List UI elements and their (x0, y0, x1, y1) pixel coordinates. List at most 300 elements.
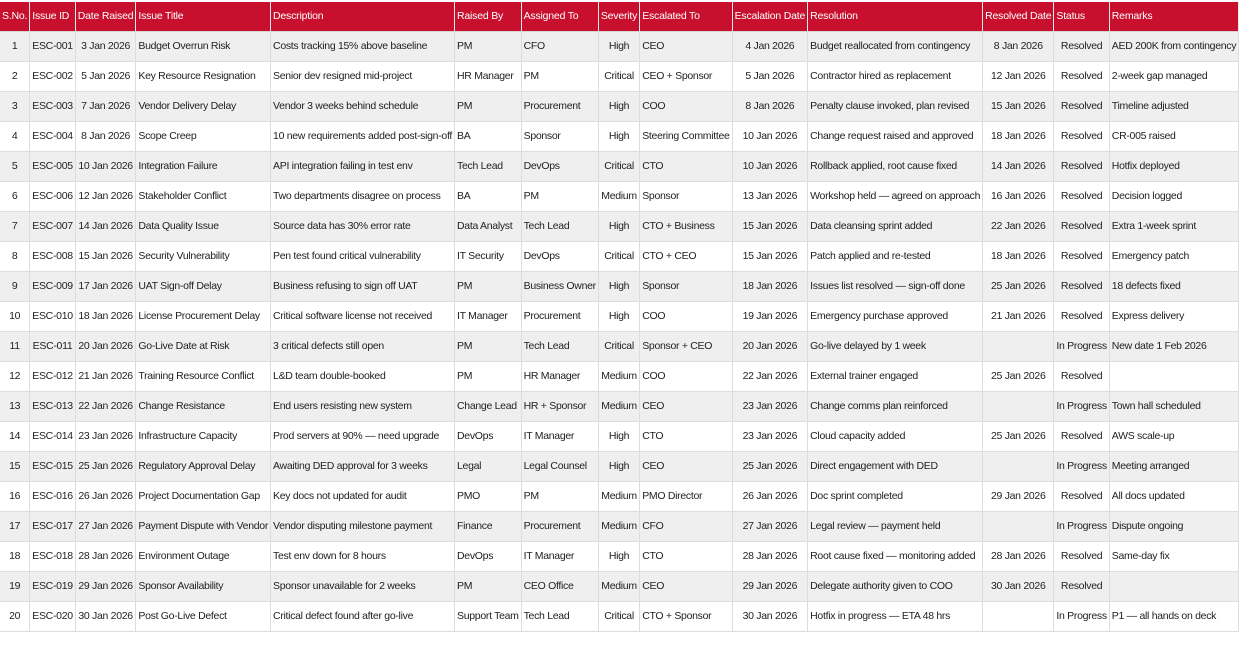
cell-severity[interactable]: High (598, 91, 639, 121)
cell-date-raised[interactable]: 15 Jan 2026 (75, 241, 136, 271)
cell-description[interactable]: L&D team double-booked (271, 361, 455, 391)
cell-issue-id[interactable]: ESC-009 (30, 271, 76, 301)
table-row[interactable] (0, 181, 1239, 211)
cell-issue-title[interactable]: Infrastructure Capacity (136, 421, 271, 451)
table-row[interactable] (0, 211, 1239, 241)
cell-assigned-to[interactable]: CFO (521, 31, 598, 61)
cell-assigned-to[interactable]: Tech Lead (521, 331, 598, 361)
cell-issue-id[interactable]: ESC-005 (30, 151, 76, 181)
table-row[interactable] (0, 451, 1239, 481)
cell-date-raised[interactable]: 8 Jan 2026 (75, 121, 136, 151)
cell-description[interactable]: API integration failing in test env (271, 151, 455, 181)
cell-escalation-date[interactable]: 4 Jan 2026 (732, 31, 808, 61)
cell-escalation-date[interactable]: 26 Jan 2026 (732, 481, 808, 511)
cell-resolution[interactable]: Issues list resolved — sign-off done (808, 271, 983, 301)
cell-description[interactable]: Vendor disputing milestone payment (271, 511, 455, 541)
cell-sno[interactable]: 7 (0, 211, 30, 241)
cell-raised-by[interactable]: PM (455, 361, 522, 391)
cell-remarks[interactable]: Meeting arranged (1109, 451, 1238, 481)
cell-resolution[interactable]: Workshop held — agreed on approach (808, 181, 983, 211)
cell-escalated-to[interactable]: COO (640, 91, 732, 121)
cell-issue-title[interactable]: Sponsor Availability (136, 571, 271, 601)
cell-escalated-to[interactable]: CFO (640, 511, 732, 541)
cell-issue-title[interactable]: Payment Dispute with Vendor (136, 511, 271, 541)
column-header-issue-title[interactable]: Issue Title (136, 2, 271, 31)
cell-resolution[interactable]: Patch applied and re-tested (808, 241, 983, 271)
cell-escalated-to[interactable]: CEO (640, 391, 732, 421)
cell-date-raised[interactable]: 30 Jan 2026 (75, 601, 136, 631)
cell-remarks[interactable]: AED 200K from contingency (1109, 31, 1238, 61)
cell-sno[interactable]: 2 (0, 61, 30, 91)
cell-issue-id[interactable]: ESC-012 (30, 361, 76, 391)
cell-resolved-date[interactable]: 15 Jan 2026 (983, 91, 1054, 121)
cell-sno[interactable]: 19 (0, 571, 30, 601)
cell-resolution[interactable]: Budget reallocated from contingency (808, 31, 983, 61)
cell-resolved-date[interactable] (983, 391, 1054, 421)
cell-sno[interactable]: 14 (0, 421, 30, 451)
cell-date-raised[interactable]: 29 Jan 2026 (75, 571, 136, 601)
cell-remarks[interactable]: Hotfix deployed (1109, 151, 1238, 181)
cell-raised-by[interactable]: Support Team (455, 601, 522, 631)
cell-assigned-to[interactable]: PM (521, 181, 598, 211)
cell-assigned-to[interactable]: PM (521, 481, 598, 511)
table-row[interactable] (0, 91, 1239, 121)
column-header-status[interactable]: Status (1054, 2, 1109, 31)
cell-status[interactable]: Resolved (1054, 571, 1109, 601)
cell-resolved-date[interactable]: 29 Jan 2026 (983, 481, 1054, 511)
cell-escalation-date[interactable]: 19 Jan 2026 (732, 301, 808, 331)
cell-escalated-to[interactable]: CTO + Sponsor (640, 601, 732, 631)
cell-raised-by[interactable]: PM (455, 331, 522, 361)
cell-raised-by[interactable]: HR Manager (455, 61, 522, 91)
cell-date-raised[interactable]: 26 Jan 2026 (75, 481, 136, 511)
cell-resolved-date[interactable]: 16 Jan 2026 (983, 181, 1054, 211)
table-row[interactable] (0, 31, 1239, 61)
cell-resolution[interactable]: Cloud capacity added (808, 421, 983, 451)
cell-date-raised[interactable]: 7 Jan 2026 (75, 91, 136, 121)
cell-resolution[interactable]: Rollback applied, root cause fixed (808, 151, 983, 181)
cell-sno[interactable]: 17 (0, 511, 30, 541)
cell-description[interactable]: Sponsor unavailable for 2 weeks (271, 571, 455, 601)
cell-resolved-date[interactable] (983, 511, 1054, 541)
cell-issue-title[interactable]: Post Go-Live Defect (136, 601, 271, 631)
cell-issue-id[interactable]: ESC-017 (30, 511, 76, 541)
cell-sno[interactable]: 15 (0, 451, 30, 481)
cell-raised-by[interactable]: IT Security (455, 241, 522, 271)
cell-issue-id[interactable]: ESC-008 (30, 241, 76, 271)
cell-description[interactable]: Critical software license not received (271, 301, 455, 331)
cell-status[interactable]: Resolved (1054, 271, 1109, 301)
cell-severity[interactable]: High (598, 421, 639, 451)
cell-remarks[interactable]: CR-005 raised (1109, 121, 1238, 151)
cell-resolved-date[interactable]: 12 Jan 2026 (983, 61, 1054, 91)
cell-sno[interactable]: 16 (0, 481, 30, 511)
cell-description[interactable]: End users resisting new system (271, 391, 455, 421)
column-header-sno[interactable]: S.No. (0, 2, 30, 31)
cell-resolved-date[interactable] (983, 601, 1054, 631)
column-header-remarks[interactable]: Remarks (1109, 2, 1238, 31)
cell-issue-id[interactable]: ESC-006 (30, 181, 76, 211)
cell-assigned-to[interactable]: Tech Lead (521, 211, 598, 241)
cell-description[interactable]: Critical defect found after go-live (271, 601, 455, 631)
cell-resolved-date[interactable]: 25 Jan 2026 (983, 361, 1054, 391)
cell-raised-by[interactable]: BA (455, 181, 522, 211)
table-row[interactable] (0, 541, 1239, 571)
cell-escalation-date[interactable]: 30 Jan 2026 (732, 601, 808, 631)
cell-severity[interactable]: Critical (598, 61, 639, 91)
cell-issue-title[interactable]: Security Vulnerability (136, 241, 271, 271)
cell-remarks[interactable]: All docs updated (1109, 481, 1238, 511)
cell-resolved-date[interactable]: 25 Jan 2026 (983, 271, 1054, 301)
cell-status[interactable]: Resolved (1054, 241, 1109, 271)
cell-status[interactable]: Resolved (1054, 541, 1109, 571)
cell-severity[interactable]: Critical (598, 241, 639, 271)
cell-severity[interactable]: Medium (598, 391, 639, 421)
cell-issue-id[interactable]: ESC-020 (30, 601, 76, 631)
cell-issue-title[interactable]: Integration Failure (136, 151, 271, 181)
cell-description[interactable]: 3 critical defects still open (271, 331, 455, 361)
cell-escalated-to[interactable]: CEO (640, 31, 732, 61)
cell-remarks[interactable]: 18 defects fixed (1109, 271, 1238, 301)
cell-description[interactable]: Two departments disagree on process (271, 181, 455, 211)
cell-sno[interactable]: 18 (0, 541, 30, 571)
cell-severity[interactable]: Medium (598, 571, 639, 601)
cell-resolved-date[interactable]: 25 Jan 2026 (983, 421, 1054, 451)
cell-assigned-to[interactable]: HR Manager (521, 361, 598, 391)
cell-remarks[interactable]: Town hall scheduled (1109, 391, 1238, 421)
cell-sno[interactable]: 8 (0, 241, 30, 271)
table-row[interactable] (0, 331, 1239, 361)
cell-assigned-to[interactable]: DevOps (521, 241, 598, 271)
cell-date-raised[interactable]: 20 Jan 2026 (75, 331, 136, 361)
cell-remarks[interactable]: Emergency patch (1109, 241, 1238, 271)
cell-escalated-to[interactable]: CEO (640, 451, 732, 481)
cell-assigned-to[interactable]: CEO Office (521, 571, 598, 601)
cell-escalation-date[interactable]: 23 Jan 2026 (732, 391, 808, 421)
cell-assigned-to[interactable]: Procurement (521, 301, 598, 331)
cell-date-raised[interactable]: 21 Jan 2026 (75, 361, 136, 391)
column-header-description[interactable]: Description (271, 2, 455, 31)
cell-escalation-date[interactable]: 15 Jan 2026 (732, 241, 808, 271)
cell-raised-by[interactable]: Finance (455, 511, 522, 541)
cell-status[interactable]: In Progress (1054, 331, 1109, 361)
cell-escalation-date[interactable]: 28 Jan 2026 (732, 541, 808, 571)
cell-escalated-to[interactable]: COO (640, 301, 732, 331)
cell-assigned-to[interactable]: DevOps (521, 151, 598, 181)
table-row[interactable] (0, 61, 1239, 91)
cell-date-raised[interactable]: 3 Jan 2026 (75, 31, 136, 61)
cell-date-raised[interactable]: 12 Jan 2026 (75, 181, 136, 211)
cell-sno[interactable]: 9 (0, 271, 30, 301)
cell-severity[interactable]: Critical (598, 601, 639, 631)
cell-resolution[interactable]: Contractor hired as replacement (808, 61, 983, 91)
cell-remarks[interactable]: AWS scale-up (1109, 421, 1238, 451)
cell-issue-title[interactable]: Environment Outage (136, 541, 271, 571)
cell-resolution[interactable]: Penalty clause invoked, plan revised (808, 91, 983, 121)
cell-escalated-to[interactable]: Sponsor + CEO (640, 331, 732, 361)
cell-description[interactable]: Source data has 30% error rate (271, 211, 455, 241)
cell-raised-by[interactable]: DevOps (455, 541, 522, 571)
cell-severity[interactable]: High (598, 271, 639, 301)
cell-raised-by[interactable]: BA (455, 121, 522, 151)
column-header-severity[interactable]: Severity (598, 2, 639, 31)
cell-date-raised[interactable]: 5 Jan 2026 (75, 61, 136, 91)
cell-severity[interactable]: Medium (598, 181, 639, 211)
cell-severity[interactable]: High (598, 31, 639, 61)
cell-resolved-date[interactable]: 18 Jan 2026 (983, 121, 1054, 151)
cell-issue-title[interactable]: Stakeholder Conflict (136, 181, 271, 211)
cell-escalation-date[interactable]: 23 Jan 2026 (732, 421, 808, 451)
cell-resolution[interactable]: External trainer engaged (808, 361, 983, 391)
cell-resolution[interactable]: Emergency purchase approved (808, 301, 983, 331)
cell-raised-by[interactable]: PMO (455, 481, 522, 511)
cell-resolved-date[interactable]: 22 Jan 2026 (983, 211, 1054, 241)
cell-sno[interactable]: 13 (0, 391, 30, 421)
cell-assigned-to[interactable]: Procurement (521, 511, 598, 541)
cell-resolution[interactable]: Change request raised and approved (808, 121, 983, 151)
cell-status[interactable]: Resolved (1054, 91, 1109, 121)
cell-severity[interactable]: High (598, 541, 639, 571)
cell-issue-id[interactable]: ESC-014 (30, 421, 76, 451)
cell-resolution[interactable]: Change comms plan reinforced (808, 391, 983, 421)
column-header-escalation-date[interactable]: Escalation Date (732, 2, 808, 31)
table-row[interactable] (0, 271, 1239, 301)
cell-assigned-to[interactable]: Business Owner (521, 271, 598, 301)
column-header-escalated-to[interactable]: Escalated To (640, 2, 732, 31)
cell-issue-title[interactable]: Budget Overrun Risk (136, 31, 271, 61)
cell-description[interactable]: Test env down for 8 hours (271, 541, 455, 571)
cell-sno[interactable]: 6 (0, 181, 30, 211)
cell-severity[interactable]: Medium (598, 481, 639, 511)
cell-date-raised[interactable]: 23 Jan 2026 (75, 421, 136, 451)
cell-sno[interactable]: 1 (0, 31, 30, 61)
cell-escalation-date[interactable]: 10 Jan 2026 (732, 121, 808, 151)
cell-status[interactable]: Resolved (1054, 361, 1109, 391)
cell-escalation-date[interactable]: 29 Jan 2026 (732, 571, 808, 601)
cell-escalated-to[interactable]: COO (640, 361, 732, 391)
cell-issue-id[interactable]: ESC-015 (30, 451, 76, 481)
cell-sno[interactable]: 11 (0, 331, 30, 361)
cell-escalated-to[interactable]: CTO (640, 151, 732, 181)
cell-escalated-to[interactable]: Sponsor (640, 271, 732, 301)
cell-sno[interactable]: 20 (0, 601, 30, 631)
table-row[interactable] (0, 511, 1239, 541)
cell-resolution[interactable]: Direct engagement with DED (808, 451, 983, 481)
cell-remarks[interactable]: Extra 1-week sprint (1109, 211, 1238, 241)
cell-description[interactable]: Vendor 3 weeks behind schedule (271, 91, 455, 121)
cell-severity[interactable]: High (598, 121, 639, 151)
cell-assigned-to[interactable]: IT Manager (521, 421, 598, 451)
cell-resolved-date[interactable] (983, 331, 1054, 361)
cell-resolution[interactable]: Root cause fixed — monitoring added (808, 541, 983, 571)
cell-resolved-date[interactable]: 21 Jan 2026 (983, 301, 1054, 331)
cell-issue-title[interactable]: UAT Sign-off Delay (136, 271, 271, 301)
column-header-assigned-to[interactable]: Assigned To (521, 2, 598, 31)
cell-issue-title[interactable]: Scope Creep (136, 121, 271, 151)
table-row[interactable] (0, 361, 1239, 391)
cell-sno[interactable]: 5 (0, 151, 30, 181)
column-header-raised-by[interactable]: Raised By (455, 2, 522, 31)
cell-issue-id[interactable]: ESC-018 (30, 541, 76, 571)
cell-resolved-date[interactable]: 8 Jan 2026 (983, 31, 1054, 61)
cell-raised-by[interactable]: Legal (455, 451, 522, 481)
cell-raised-by[interactable]: PM (455, 31, 522, 61)
cell-description[interactable]: Senior dev resigned mid-project (271, 61, 455, 91)
cell-assigned-to[interactable]: PM (521, 61, 598, 91)
cell-status[interactable]: In Progress (1054, 511, 1109, 541)
cell-resolution[interactable]: Hotfix in progress — ETA 48 hrs (808, 601, 983, 631)
cell-raised-by[interactable]: PM (455, 571, 522, 601)
cell-date-raised[interactable]: 18 Jan 2026 (75, 301, 136, 331)
cell-escalated-to[interactable]: CEO + Sponsor (640, 61, 732, 91)
cell-escalated-to[interactable]: CTO + Business (640, 211, 732, 241)
cell-remarks[interactable]: 2-week gap managed (1109, 61, 1238, 91)
cell-resolution[interactable]: Data cleansing sprint added (808, 211, 983, 241)
cell-status[interactable]: Resolved (1054, 211, 1109, 241)
cell-resolution[interactable]: Go-live delayed by 1 week (808, 331, 983, 361)
cell-date-raised[interactable]: 27 Jan 2026 (75, 511, 136, 541)
cell-status[interactable]: In Progress (1054, 391, 1109, 421)
cell-remarks[interactable]: Timeline adjusted (1109, 91, 1238, 121)
cell-description[interactable]: 10 new requirements added post-sign-off (271, 121, 455, 151)
table-row[interactable] (0, 121, 1239, 151)
cell-resolved-date[interactable] (983, 451, 1054, 481)
column-header-resolution[interactable]: Resolution (808, 2, 983, 31)
cell-status[interactable]: In Progress (1054, 451, 1109, 481)
cell-remarks[interactable]: Same-day fix (1109, 541, 1238, 571)
cell-issue-title[interactable]: Project Documentation Gap (136, 481, 271, 511)
cell-escalation-date[interactable]: 22 Jan 2026 (732, 361, 808, 391)
cell-resolved-date[interactable]: 28 Jan 2026 (983, 541, 1054, 571)
cell-resolved-date[interactable]: 14 Jan 2026 (983, 151, 1054, 181)
cell-severity[interactable]: Critical (598, 331, 639, 361)
cell-date-raised[interactable]: 22 Jan 2026 (75, 391, 136, 421)
cell-resolution[interactable]: Doc sprint completed (808, 481, 983, 511)
cell-severity[interactable]: Medium (598, 361, 639, 391)
cell-issue-id[interactable]: ESC-004 (30, 121, 76, 151)
cell-escalation-date[interactable]: 20 Jan 2026 (732, 331, 808, 361)
cell-escalated-to[interactable]: PMO Director (640, 481, 732, 511)
cell-status[interactable]: Resolved (1054, 181, 1109, 211)
cell-escalation-date[interactable]: 13 Jan 2026 (732, 181, 808, 211)
cell-status[interactable]: Resolved (1054, 421, 1109, 451)
cell-raised-by[interactable]: PM (455, 271, 522, 301)
cell-issue-id[interactable]: ESC-002 (30, 61, 76, 91)
cell-date-raised[interactable]: 25 Jan 2026 (75, 451, 136, 481)
cell-escalation-date[interactable]: 5 Jan 2026 (732, 61, 808, 91)
cell-resolution[interactable]: Legal review — payment held (808, 511, 983, 541)
cell-raised-by[interactable]: DevOps (455, 421, 522, 451)
cell-assigned-to[interactable]: Sponsor (521, 121, 598, 151)
cell-escalated-to[interactable]: Steering Committee (640, 121, 732, 151)
table-row[interactable] (0, 301, 1239, 331)
cell-description[interactable]: Key docs not updated for audit (271, 481, 455, 511)
cell-issue-id[interactable]: ESC-011 (30, 331, 76, 361)
cell-issue-id[interactable]: ESC-003 (30, 91, 76, 121)
cell-raised-by[interactable]: PM (455, 91, 522, 121)
cell-resolved-date[interactable]: 18 Jan 2026 (983, 241, 1054, 271)
cell-remarks[interactable] (1109, 571, 1238, 601)
cell-status[interactable]: Resolved (1054, 31, 1109, 61)
table-row[interactable] (0, 151, 1239, 181)
cell-escalation-date[interactable]: 15 Jan 2026 (732, 211, 808, 241)
cell-status[interactable]: Resolved (1054, 61, 1109, 91)
cell-issue-title[interactable]: Regulatory Approval Delay (136, 451, 271, 481)
cell-status[interactable]: Resolved (1054, 301, 1109, 331)
cell-escalated-to[interactable]: CEO (640, 571, 732, 601)
cell-raised-by[interactable]: Change Lead (455, 391, 522, 421)
cell-date-raised[interactable]: 17 Jan 2026 (75, 271, 136, 301)
cell-description[interactable]: Business refusing to sign off UAT (271, 271, 455, 301)
cell-assigned-to[interactable]: HR + Sponsor (521, 391, 598, 421)
cell-issue-title[interactable]: Data Quality Issue (136, 211, 271, 241)
column-header-date-raised[interactable]: Date Raised (75, 2, 136, 31)
cell-issue-title[interactable]: Go-Live Date at Risk (136, 331, 271, 361)
cell-issue-title[interactable]: Training Resource Conflict (136, 361, 271, 391)
table-row[interactable] (0, 601, 1239, 631)
cell-escalation-date[interactable]: 27 Jan 2026 (732, 511, 808, 541)
cell-escalated-to[interactable]: CTO (640, 421, 732, 451)
cell-remarks[interactable] (1109, 361, 1238, 391)
cell-severity[interactable]: Critical (598, 151, 639, 181)
cell-assigned-to[interactable]: IT Manager (521, 541, 598, 571)
cell-raised-by[interactable]: Data Analyst (455, 211, 522, 241)
table-row[interactable] (0, 481, 1239, 511)
cell-description[interactable]: Costs tracking 15% above baseline (271, 31, 455, 61)
table-row[interactable] (0, 241, 1239, 271)
cell-severity[interactable]: High (598, 301, 639, 331)
cell-status[interactable]: Resolved (1054, 121, 1109, 151)
cell-sno[interactable]: 10 (0, 301, 30, 331)
cell-escalation-date[interactable]: 25 Jan 2026 (732, 451, 808, 481)
cell-issue-id[interactable]: ESC-010 (30, 301, 76, 331)
cell-assigned-to[interactable]: Legal Counsel (521, 451, 598, 481)
column-header-resolved-date[interactable]: Resolved Date (983, 2, 1054, 31)
cell-issue-title[interactable]: Change Resistance (136, 391, 271, 421)
cell-date-raised[interactable]: 28 Jan 2026 (75, 541, 136, 571)
cell-status[interactable]: In Progress (1054, 601, 1109, 631)
cell-remarks[interactable]: Express delivery (1109, 301, 1238, 331)
cell-issue-id[interactable]: ESC-001 (30, 31, 76, 61)
cell-remarks[interactable]: Dispute ongoing (1109, 511, 1238, 541)
cell-escalated-to[interactable]: Sponsor (640, 181, 732, 211)
cell-date-raised[interactable]: 10 Jan 2026 (75, 151, 136, 181)
cell-sno[interactable]: 4 (0, 121, 30, 151)
cell-resolved-date[interactable]: 30 Jan 2026 (983, 571, 1054, 601)
cell-severity[interactable]: Medium (598, 511, 639, 541)
cell-resolution[interactable]: Delegate authority given to COO (808, 571, 983, 601)
cell-raised-by[interactable]: IT Manager (455, 301, 522, 331)
cell-severity[interactable]: High (598, 451, 639, 481)
table-row[interactable] (0, 421, 1239, 451)
cell-remarks[interactable]: P1 — all hands on deck (1109, 601, 1238, 631)
cell-status[interactable]: Resolved (1054, 151, 1109, 181)
cell-escalated-to[interactable]: CTO (640, 541, 732, 571)
table-row[interactable] (0, 571, 1239, 601)
cell-issue-id[interactable]: ESC-007 (30, 211, 76, 241)
cell-raised-by[interactable]: Tech Lead (455, 151, 522, 181)
cell-issue-id[interactable]: ESC-016 (30, 481, 76, 511)
cell-assigned-to[interactable]: Procurement (521, 91, 598, 121)
table-row[interactable] (0, 391, 1239, 421)
column-header-issue-id[interactable]: Issue ID (30, 2, 76, 31)
cell-severity[interactable]: High (598, 211, 639, 241)
cell-remarks[interactable]: New date 1 Feb 2026 (1109, 331, 1238, 361)
cell-sno[interactable]: 3 (0, 91, 30, 121)
cell-description[interactable]: Awaiting DED approval for 3 weeks (271, 451, 455, 481)
cell-sno[interactable]: 12 (0, 361, 30, 391)
cell-status[interactable]: Resolved (1054, 481, 1109, 511)
